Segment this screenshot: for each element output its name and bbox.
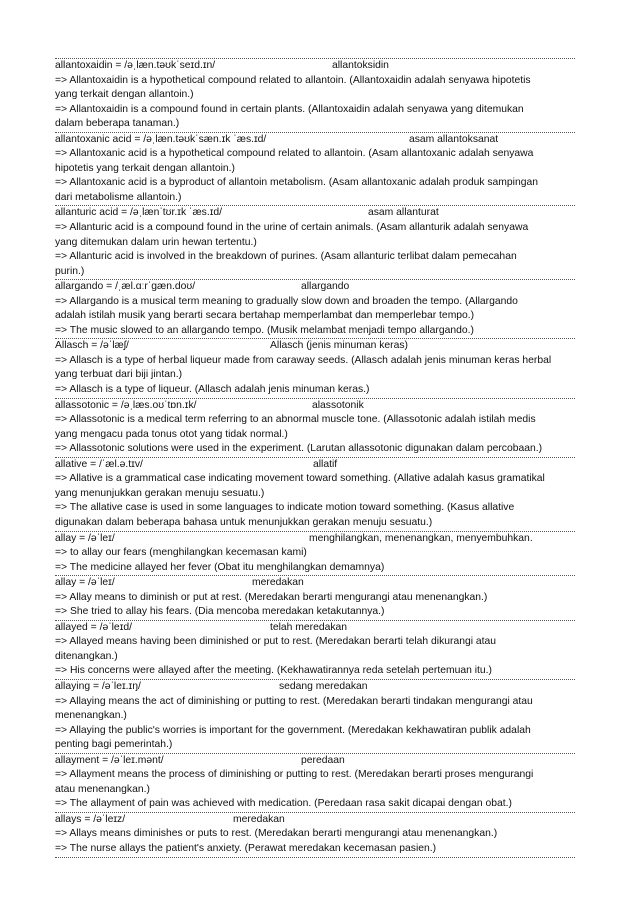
entry-translation: asam allantoksanat bbox=[409, 133, 499, 145]
example-line: => The allative case is used in some languages to indicate motion toward something. (Kasus allative bbox=[55, 502, 515, 514]
example-line: => Allayed means having been diminished or put to rest. (Meredakan berarti telah dikurangi atau bbox=[55, 636, 497, 648]
example-line: => The allayment of pain was achieved with medication. (Peredaan rasa sakit dicapai dengan obat.) bbox=[55, 798, 512, 810]
dictionary-entry bbox=[55, 133, 575, 207]
example-line: yang terbuat dari biji jintan.) bbox=[55, 369, 183, 381]
example-line: menenangkan.) bbox=[55, 710, 127, 722]
example-line: => Allantoxanic acid is a hypothetical compound related to allantoin. (Asam allantoxanic adalah senyawa bbox=[55, 148, 534, 160]
entry-term: allays = /əˈleɪz/ bbox=[55, 813, 126, 825]
entry-term: allassotonic = /əˌlæs.oʊˈtɒn.ɪk/ bbox=[55, 399, 197, 411]
dictionary-entry bbox=[55, 458, 575, 532]
dictionary-entry bbox=[55, 206, 575, 280]
dictionary-entry bbox=[55, 532, 575, 577]
example-line: yang mengacu pada tonus otot yang tidak normal.) bbox=[55, 428, 288, 440]
entry-translation: allatif bbox=[313, 458, 338, 470]
example-line: atau menenangkan.) bbox=[55, 783, 150, 795]
entry-headline bbox=[55, 680, 575, 695]
dictionary-entry bbox=[55, 59, 575, 133]
example-line: yang terkait dengan allantoin.) bbox=[55, 89, 194, 101]
example-line: dari metabolisme allantoin.) bbox=[55, 191, 182, 203]
example-line: purin.) bbox=[55, 265, 85, 277]
example-line: hipotetis yang terkait dengan allantoin.) bbox=[55, 162, 235, 174]
entry-headline bbox=[55, 59, 575, 74]
example-line: => Allays means diminishes or puts to rest. (Meredakan berarti mengurangi atau menenangkan.) bbox=[55, 828, 498, 840]
example-line: => Allassotonic is a medical term referring to an abnormal muscle tone. (Allassotonic adalah istilah medis bbox=[55, 414, 536, 426]
dictionary-entry bbox=[55, 576, 575, 621]
entry-term: allative = /ˈæl.ə.tɪv/ bbox=[55, 458, 143, 470]
entry-translation: meredakan bbox=[233, 813, 285, 825]
entry-term: allanturic acid = /əˌlænˈtʊr.ɪk ˈæs.ɪd/ bbox=[55, 207, 223, 219]
entry-term: Allasch = /əˈlæʃ/ bbox=[55, 340, 129, 352]
dictionary-entry bbox=[55, 280, 575, 339]
example-line: => Allanturic acid is a compound found in the urine of certain animals. (Asam allanturik adalah senyawa bbox=[55, 222, 529, 234]
entry-term: allay = /əˈleɪ/ bbox=[55, 532, 115, 544]
entry-term: allantoxanic acid = /əˌlæn.təʊkˈsæn.ɪk ˈæs.ɪd/ bbox=[55, 133, 267, 145]
dictionary-page bbox=[55, 58, 575, 858]
entry-headline bbox=[55, 133, 575, 148]
example-line: => Allative is a grammatical case indicating movement toward something. (Allative adalah kasus gramatikal bbox=[55, 473, 545, 485]
dictionary-entry bbox=[55, 754, 575, 813]
entry-translation: telah meredakan bbox=[270, 621, 348, 633]
example-line: => Allantoxaidin is a compound found in certain plants. (Allantoxaidin adalah senyawa yang ditemukan bbox=[55, 103, 524, 115]
example-line: => Allantoxaidin is a hypothetical compound related to allantoin. (Allantoxaidin adalah senyawa hipotetis bbox=[55, 74, 531, 86]
example-line: => Allassotonic solutions were used in the experiment. (Larutan allassotonic digunakan dalam percobaan.) bbox=[55, 443, 543, 455]
example-line: => Allanturic acid is involved in the breakdown of purines. (Asam allanturic terlibat dalam pemecahan bbox=[55, 251, 517, 263]
example-line: => Allasch is a type of herbal liqueur made from caraway seeds. (Allasch adalah jenis minuman keras herbal bbox=[55, 354, 552, 366]
example-line: => Allayment means the process of diminishing or putting to rest. (Meredakan berarti proses mengurangi bbox=[55, 769, 534, 781]
dictionary-entry bbox=[55, 339, 575, 398]
entry-term: allaying = /əˈleɪ.ɪŋ/ bbox=[55, 680, 141, 692]
dictionary-entry bbox=[55, 813, 575, 858]
dictionary-entry bbox=[55, 680, 575, 754]
dictionary-entry bbox=[55, 399, 575, 458]
entry-headline bbox=[55, 206, 575, 221]
entry-term: allargando = /ˌæl.ɑːrˈɡæn.doʊ/ bbox=[55, 281, 196, 293]
entry-headline bbox=[55, 399, 575, 414]
entry-translation: meredakan bbox=[252, 577, 304, 589]
example-line: => Allargando is a musical term meaning to gradually slow down and broaden the tempo. (Allargando bbox=[55, 295, 518, 307]
entry-term: allayment = /əˈleɪ.mənt/ bbox=[55, 754, 164, 766]
example-line: => Allay means to diminish or put at rest. (Meredakan berarti mengurangi atau menenangkan.) bbox=[55, 591, 488, 603]
example-line: => The nurse allays the patient's anxiety. (Perawat meredakan kecemasan pasien.) bbox=[55, 842, 437, 854]
example-line: => The medicine allayed her fever (Obat itu menghilangkan demamnya) bbox=[55, 561, 385, 573]
example-line: adalah istilah musik yang berarti secara bertahap memperlambat dan memperlebar tempo.) bbox=[55, 310, 475, 322]
entry-translation: peredaan bbox=[301, 754, 345, 766]
example-line: => The music slowed to an allargando tempo. (Musik melambat menjadi tempo allargando.) bbox=[55, 324, 474, 336]
example-line: => to allay our fears (menghilangkan kecemasan kami) bbox=[55, 547, 307, 559]
entry-term: allantoxaidin = /əˌlæn.təʊkˈseɪd.ɪn/ bbox=[55, 60, 216, 71]
entry-term: allayed = /əˈleɪd/ bbox=[55, 621, 132, 633]
entry-headline bbox=[55, 458, 575, 473]
entry-headline bbox=[55, 813, 575, 828]
entry-translation: menghilangkan, menenangkan, menyembuhkan. bbox=[309, 532, 533, 544]
example-line: => His concerns were allayed after the meeting. (Kekhawatirannya reda setelah pertemuan itu.) bbox=[55, 665, 492, 677]
entry-translation: sedang meredakan bbox=[279, 680, 368, 692]
example-line: => Allantoxanic acid is a byproduct of allantoin metabolism. (Asam allantoxanic adalah produk sampingan bbox=[55, 177, 538, 189]
example-line: => Allasch is a type of liqueur. (Allasch adalah jenis minuman keras.) bbox=[55, 384, 370, 396]
example-line: dalam beberapa tanaman.) bbox=[55, 118, 180, 130]
example-line: ditenangkan.) bbox=[55, 650, 118, 662]
example-line: => Allaying means the act of diminishing or putting to rest. (Meredakan berarti tindakan mengurangi atau bbox=[55, 695, 533, 707]
entry-headline bbox=[55, 339, 575, 354]
example-line: penting bagi pemerintah.) bbox=[55, 739, 173, 751]
entry-headline bbox=[55, 621, 575, 636]
entry-translation: allantoksidin bbox=[332, 60, 389, 71]
dictionary-entry bbox=[55, 621, 575, 680]
example-line: yang menunjukkan gerakan menuju sesuatu.) bbox=[55, 487, 265, 499]
entry-translation: allargando bbox=[301, 281, 350, 293]
entry-headline bbox=[55, 280, 575, 295]
example-line: => She tried to allay his fears. (Dia mencoba meredakan ketakutannya.) bbox=[55, 606, 385, 618]
example-line: digunakan dalam beberapa bahasa untuk menunjukkan gerakan menuju sesuatu.) bbox=[55, 516, 433, 528]
example-line: => Allaying the public's worries is important for the government. (Meredakan kekhawatiran publik adalah bbox=[55, 724, 531, 736]
example-line: yang ditemukan dalam urin hewan tertentu.) bbox=[55, 236, 257, 248]
entry-translation: alassotonik bbox=[312, 399, 364, 411]
entry-term: allay = /əˈleɪ/ bbox=[55, 577, 115, 589]
entry-translation: asam allanturat bbox=[368, 207, 439, 219]
entry-headline bbox=[55, 754, 575, 769]
entry-headline bbox=[55, 576, 575, 591]
entry-translation: Allasch (jenis minuman keras) bbox=[270, 340, 408, 352]
entry-headline bbox=[55, 532, 575, 547]
